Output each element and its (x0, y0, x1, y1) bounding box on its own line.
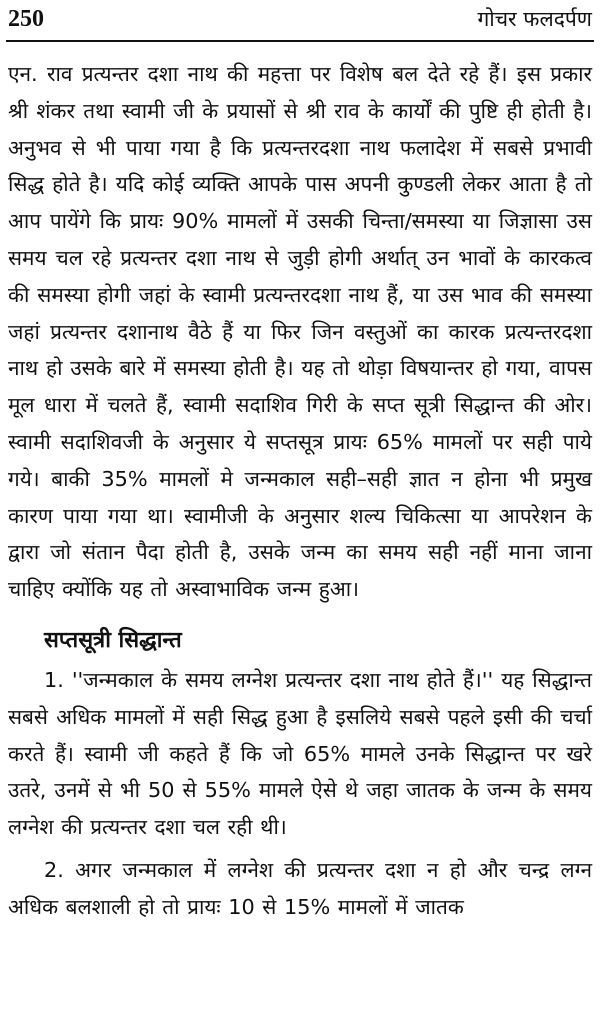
paragraph-3: 2. अगर जन्मकाल में लग्नेश की प्रत्यन्तर दशा न हो और चन्द्र लग्न अधिक बलशाली हो तो प्रायः 10 से 15% मामलों में जातक (8, 857, 592, 919)
page-header (6, 0, 594, 42)
paragraph-1: एन. राव प्रत्यन्तर दशा नाथ की महत्ता पर विशेष बल देते रहे हैं। इस प्रकार श्री शंकर तथा स्वामी जी के प्रयासों से श्री राव के कार्यों की पुष्टि ही होती है। अनुभव से भी पाया गया है कि प्रत्यन्तरदशा नाथ फलादेश में सबसे प्रभावी सिद्ध होते है। यदि कोई व्यक्ति आपके पास अपनी कुण्डली लेकर आता है तो आप पायेंगे कि प्रायः 90% मामलों में उसकी चिन्ता/समस्या या जिज्ञासा उस समय चल रहे प्रत्यन्तर दशा नाथ से जुड़ी होगी अर्थात् उन भावों के कारकत्व की समस्या होगी जहां के स्वामी प्रत्यन्तरदशा नाथ हैं, या उस भाव की समस्या जहां प्रत्यन्तर दशानाथ वैठे हैं या फिर जिन वस्तुओं का कारक प्रत्यन्तरदशा नाथ हो उसके बारे में समस्या होती है। यह तो थोड़ा विषयान्तर हो गया, वापस मूल धारा में चलते हैं, स्वामी सदाशिव गिरी के सप्त सूत्री सिद्धान्त की ओर। स्वामी सदाशिवजी के अनुसार ये सप्तसूत्र प्रायः 65% मामलों पर सही पाये गये। बाकी 35% मामलों मे जन्मकाल सही–सही ज्ञात न होना भी प्रमुख कारण पाया गया था। स्वामीजी के अनुसार शल्य चिकित्सा या आपरेशन के द्वारा जो संतान पैदा होती है, उसके जन्म का समय सही नहीं माना जाना चाहिए क्योंकि यह तो अस्वाभाविक जन्म हुआ। (8, 62, 592, 602)
running-title: गोचर फलदर्पण (477, 7, 592, 31)
paragraph-2: 1. ''जन्मकाल के समय लग्नेश प्रत्यन्तर दशा नाथ होते हैं।'' यह सिद्धान्त सबसे अधिक मामलों में सही सिद्ध हुआ है इसलिये सबसे पहले इसी की चर्चा करते हैं। स्वामी जी कहते हैं कि जो 65% मामले उनके सिद्धान्त पर खरे उतरे, उनमें से भी 50 से 55% मामले ऐसे थे जहा जातक के जन्म के समय लग्नेश की प्रत्यन्तर दशा चल रही थी। (8, 667, 592, 840)
page-number: 250 (8, 6, 44, 32)
section-heading: सप्तसूत्री सिद्धान्त (44, 627, 182, 653)
body-text (4, 56, 596, 926)
